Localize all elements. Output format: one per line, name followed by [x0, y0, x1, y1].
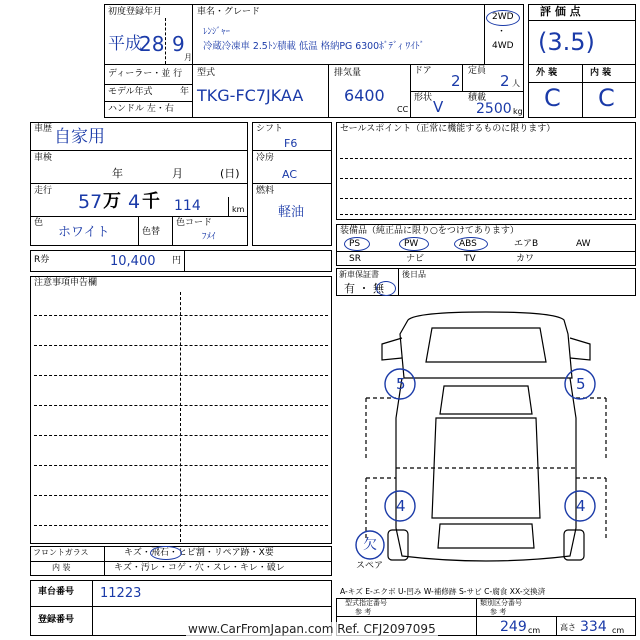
warranty-value: 有 ・ 無: [344, 282, 384, 295]
interior-label: 内 装: [590, 68, 612, 78]
history-value: 自家用: [54, 127, 105, 147]
shift-value: F6: [284, 137, 298, 150]
model-year-label: モデル年式: [108, 87, 153, 97]
car-name-line2: 冷蔵冷凍車 2.5ﾄﾝ積載 低温 格納PG 6300ﾎﾞﾃﾞｨ ﾜｲﾄﾞ: [203, 41, 425, 52]
model-label: 型式: [197, 68, 216, 78]
shape-label: 形状: [414, 93, 433, 103]
capacity-label: 定員: [468, 66, 487, 76]
recycle-value: 10,400: [110, 254, 156, 269]
damage-rear-left: 4: [396, 497, 406, 515]
color-code-label: 色コード: [176, 218, 213, 228]
mileage-unit2: 千: [142, 191, 160, 212]
height-value: 334: [580, 619, 607, 635]
damage-front-left: 5: [396, 375, 406, 393]
type-ref-label: 参 考: [355, 608, 372, 616]
load-value: 2500: [476, 101, 512, 117]
interior-row-items: キズ・汚レ・コゲ・穴・スレ・キレ・破レ: [114, 563, 285, 573]
interior-row-label: 内 装: [52, 563, 71, 572]
equip-pw: PW: [404, 239, 419, 249]
doors-label: ドア: [414, 66, 432, 76]
equip-ps-circle: [344, 237, 370, 251]
chassis-label: 車台番号: [38, 587, 75, 597]
equip-leather: カワ: [516, 254, 535, 264]
equip-abs-circle: [454, 237, 488, 251]
manual-label: 後日品: [402, 270, 426, 279]
registration-era: 平成: [108, 34, 142, 54]
cat-num-label: 類別区分番号: [480, 599, 522, 607]
ac-value: AC: [282, 168, 298, 181]
windshield-label: フロントガラス: [33, 548, 89, 557]
cat-ref-label: 参 考: [490, 608, 507, 616]
windshield-items: キズ・飛石・ヒビ割・リペア跡・X要: [124, 548, 274, 558]
mileage-label: 走行: [34, 186, 53, 196]
sales-point-frame: [336, 122, 636, 220]
length-unit: cm: [528, 626, 541, 635]
car-name-line1: ﾚﾝｼﾞｬｰ: [203, 27, 231, 37]
model-year-unit: 年: [180, 87, 190, 97]
type-num-label: 型式指定番号: [345, 599, 387, 607]
height-unit: cm: [612, 626, 625, 635]
mileage-unit1: 万: [103, 191, 121, 212]
reg-number-label: 登録番号: [38, 615, 75, 625]
load-unit: kg: [513, 107, 523, 116]
shift-label: シフト: [256, 124, 284, 134]
load-label: 積載: [468, 93, 487, 103]
exterior-label: 外 装: [536, 68, 558, 78]
notes-label: 注意事項申告欄: [34, 278, 98, 288]
equip-sr: SR: [349, 254, 361, 264]
height-label: 高さ: [560, 623, 576, 632]
displacement-unit: CC: [397, 105, 409, 114]
color-value: ホワイト: [58, 225, 110, 240]
ac-label: 冷房: [256, 153, 275, 163]
notes-frame: [30, 276, 332, 544]
drive-4wd: 4WD: [492, 41, 514, 51]
spare-label: スペア: [356, 561, 384, 571]
spare-mark: 欠: [363, 537, 377, 553]
registration-month-unit: 月: [184, 53, 192, 62]
windshield-circle: [150, 546, 182, 560]
equip-pw-circle: [399, 237, 429, 251]
equip-airbag: エアB: [514, 239, 539, 249]
drive-sep: ・: [497, 27, 507, 37]
evaluation-label: 評 価 点: [540, 5, 581, 18]
equip-aw: AW: [576, 239, 591, 249]
chassis-value: 11223: [100, 586, 142, 601]
equip-tv: TV: [464, 254, 476, 264]
vehicle-diagram: [336, 298, 636, 583]
inspection-label: 車検: [34, 153, 53, 163]
evaluation-score: (3.5): [538, 28, 595, 56]
color-code: ﾌﾒｲ: [202, 232, 216, 242]
equip-navi: ナビ: [406, 254, 425, 264]
doors-value: 2: [451, 72, 461, 90]
watermark: www.CarFromJapan.com Ref. CFJ2097095: [188, 622, 436, 636]
damage-legend: A-キズ E-エクボ U-凹み W-補修跡 S-サビ C-腐食 XX-交換済: [340, 587, 546, 596]
car-name-label: 車名・グレード: [197, 7, 261, 17]
fuel-label: 燃料: [256, 186, 275, 196]
inspection-month: 月: [172, 167, 183, 180]
history-label: 車歴: [34, 124, 53, 134]
inspection-year: 年: [112, 167, 123, 180]
warranty-label: 新車保証書: [339, 270, 379, 279]
registration-year: 28: [139, 32, 165, 56]
capacity-unit: 人: [512, 79, 520, 88]
drive-2wd: 2WD: [492, 12, 514, 22]
equip-abs: ABS: [459, 239, 477, 249]
interior-value: C: [598, 84, 615, 112]
length-value: 249: [500, 619, 527, 635]
registration-month: 9: [172, 32, 185, 56]
color-rebirth-label: 色替: [142, 227, 161, 237]
mileage-value2: 4: [128, 191, 141, 213]
damage-rear-right: 4: [576, 497, 586, 515]
equipment-label: 装備品（純正品に限り○をつけてあります）: [340, 226, 519, 236]
mileage-value3: 114: [174, 198, 201, 214]
registration-label: 初度登録年月: [108, 7, 163, 17]
sales-point-label: セールスポイント（正常に機能するものに限ります）: [340, 124, 556, 134]
equip-ps: PS: [349, 239, 361, 249]
dealer-label: ディーラー・並 行: [108, 69, 183, 79]
mileage-unit3: km: [232, 205, 245, 214]
capacity-value: 2: [500, 72, 510, 90]
mileage-value1: 57: [78, 191, 103, 213]
handle-label: ハンドル 左・右: [108, 104, 174, 114]
displacement-label: 排気量: [334, 68, 362, 78]
displacement-value: 6400: [344, 86, 385, 105]
model-value: TKG-FC7JKAA: [197, 86, 304, 105]
inspection-day: (日): [220, 167, 240, 180]
damage-front-right: 5: [576, 375, 586, 393]
recycle-label: R券: [34, 255, 50, 265]
exterior-value: C: [544, 84, 561, 112]
warranty-circle: [376, 281, 396, 296]
shape-value: V: [433, 98, 444, 116]
fuel-value: 軽油: [278, 205, 305, 220]
color-label: 色: [34, 218, 44, 228]
recycle-unit: 円: [172, 256, 182, 266]
